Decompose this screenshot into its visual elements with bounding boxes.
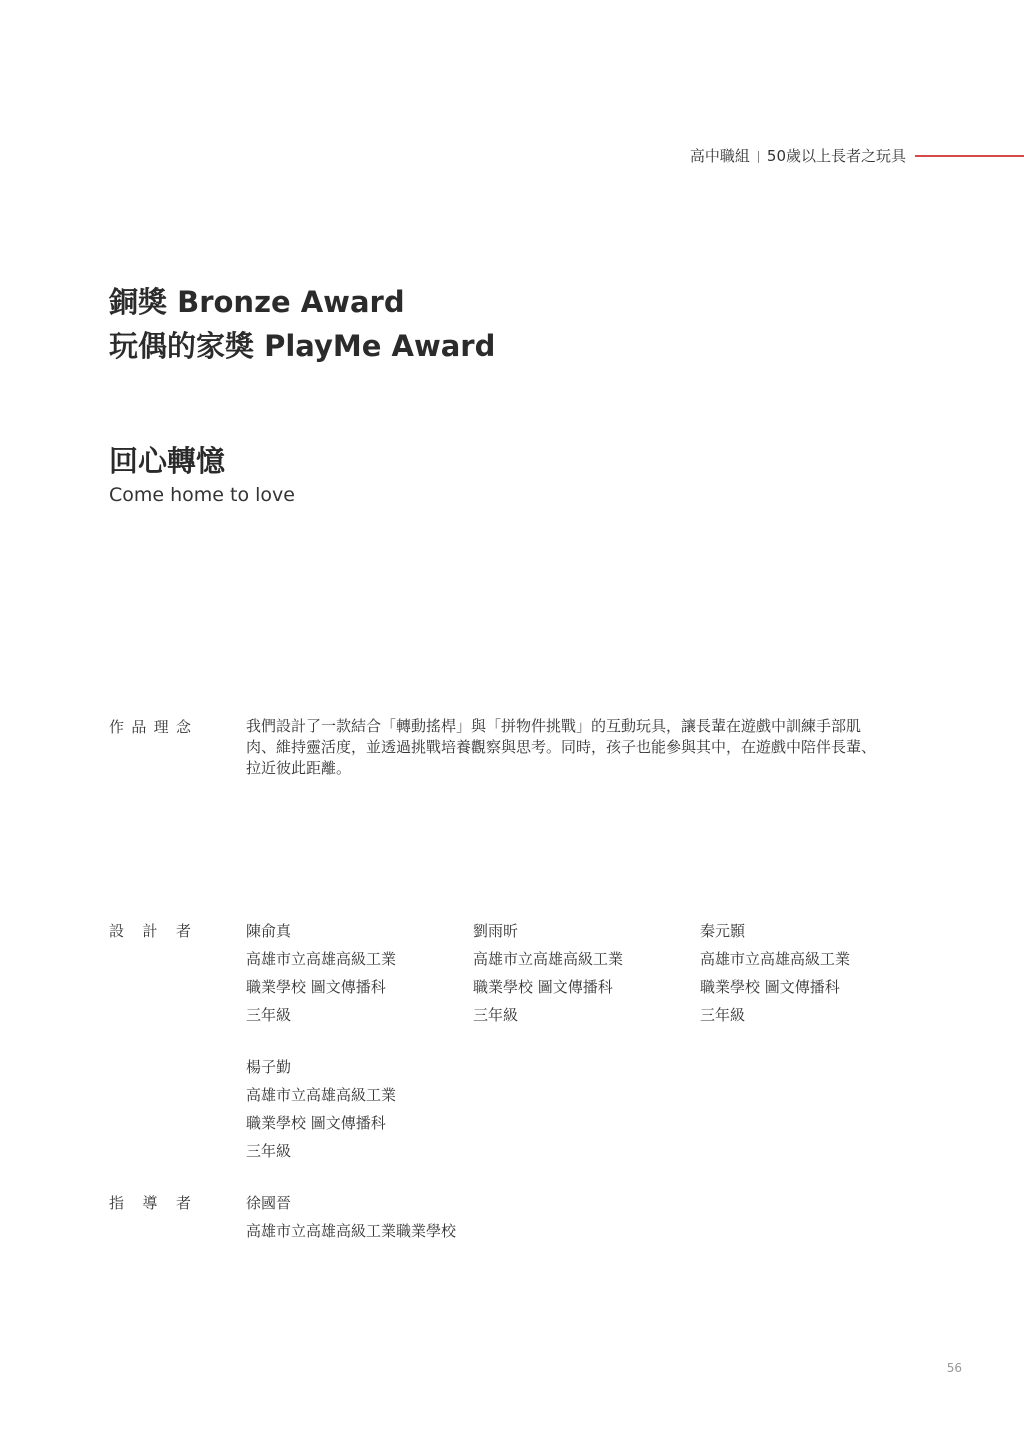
designer-department: 職業學校 圖文傳播科 bbox=[246, 978, 386, 996]
designer-school: 高雄市立高雄高級工業 bbox=[473, 950, 624, 968]
work-subtitle: Come home to love bbox=[109, 484, 295, 506]
header-theme: 50歲以上長者之玩具 bbox=[766, 147, 906, 165]
advisor-label-char: 指 bbox=[109, 1194, 125, 1212]
designers-label bbox=[109, 920, 191, 942]
designers-label-char: 者 bbox=[175, 922, 191, 940]
concept-label bbox=[109, 716, 191, 738]
concept-label-char: 品 bbox=[131, 718, 147, 736]
designer-4 bbox=[246, 1053, 396, 1165]
designer-school: 高雄市立高雄高級工業 bbox=[246, 950, 397, 968]
page-header bbox=[0, 145, 1024, 169]
award-line-2: 玩偶的家獎 PlayMe Award bbox=[109, 329, 496, 363]
advisor-name: 徐國晉 bbox=[246, 1194, 292, 1212]
designer-2 bbox=[473, 917, 623, 1029]
designer-grade: 三年級 bbox=[473, 1006, 519, 1024]
designer-name: 陳俞真 bbox=[246, 922, 292, 940]
designer-grade: 三年級 bbox=[246, 1142, 292, 1160]
designer-grade: 三年級 bbox=[246, 1006, 292, 1024]
page-number: 56 bbox=[946, 1361, 962, 1375]
concept-label-char: 念 bbox=[175, 718, 191, 736]
concept-label-char: 作 bbox=[109, 718, 125, 736]
header-text bbox=[690, 145, 906, 167]
advisor-info bbox=[246, 1189, 456, 1245]
designer-grade: 三年級 bbox=[700, 1006, 746, 1024]
work-title: 回心轉憶 bbox=[109, 444, 226, 478]
designer-name: 劉雨昕 bbox=[473, 922, 519, 940]
designer-department: 職業學校 圖文傳播科 bbox=[246, 1114, 386, 1132]
designer-name: 楊子勤 bbox=[246, 1058, 292, 1076]
designer-department: 職業學校 圖文傳播科 bbox=[473, 978, 613, 996]
designer-name: 秦元顥 bbox=[700, 922, 746, 940]
advisor-label bbox=[109, 1192, 191, 1214]
award-titles bbox=[109, 280, 495, 368]
concept-label-char: 理 bbox=[153, 718, 169, 736]
concept-text: 我們設計了一款結合「轉動搖桿」與「拼物件挑戰」的互動玩具，讓長輩在遊戲中訓練手部肌肉、維持靈活度，並透過挑戰培養觀察與思考。同時，孩子也能參與其中，在遊戲中陪伴長輩、拉近彼此距離。 bbox=[246, 717, 877, 777]
advisor-label-char: 導 bbox=[142, 1194, 158, 1212]
header-category: 高中職組 bbox=[689, 147, 750, 165]
designer-department: 職業學校 圖文傳播科 bbox=[700, 978, 840, 996]
header-divider bbox=[758, 151, 759, 163]
advisor-label-char: 者 bbox=[175, 1194, 191, 1212]
designer-1 bbox=[246, 917, 396, 1029]
award-line-1: 銅獎 Bronze Award bbox=[109, 285, 405, 319]
header-accent-line bbox=[915, 155, 1024, 157]
designer-school: 高雄市立高雄高級工業 bbox=[246, 1086, 397, 1104]
designers-label-char: 設 bbox=[109, 922, 125, 940]
designer-school: 高雄市立高雄高級工業 bbox=[700, 950, 851, 968]
designer-3 bbox=[700, 917, 850, 1029]
designers-label-char: 計 bbox=[142, 922, 158, 940]
advisor-school: 高雄市立高雄高級工業職業學校 bbox=[246, 1222, 457, 1240]
